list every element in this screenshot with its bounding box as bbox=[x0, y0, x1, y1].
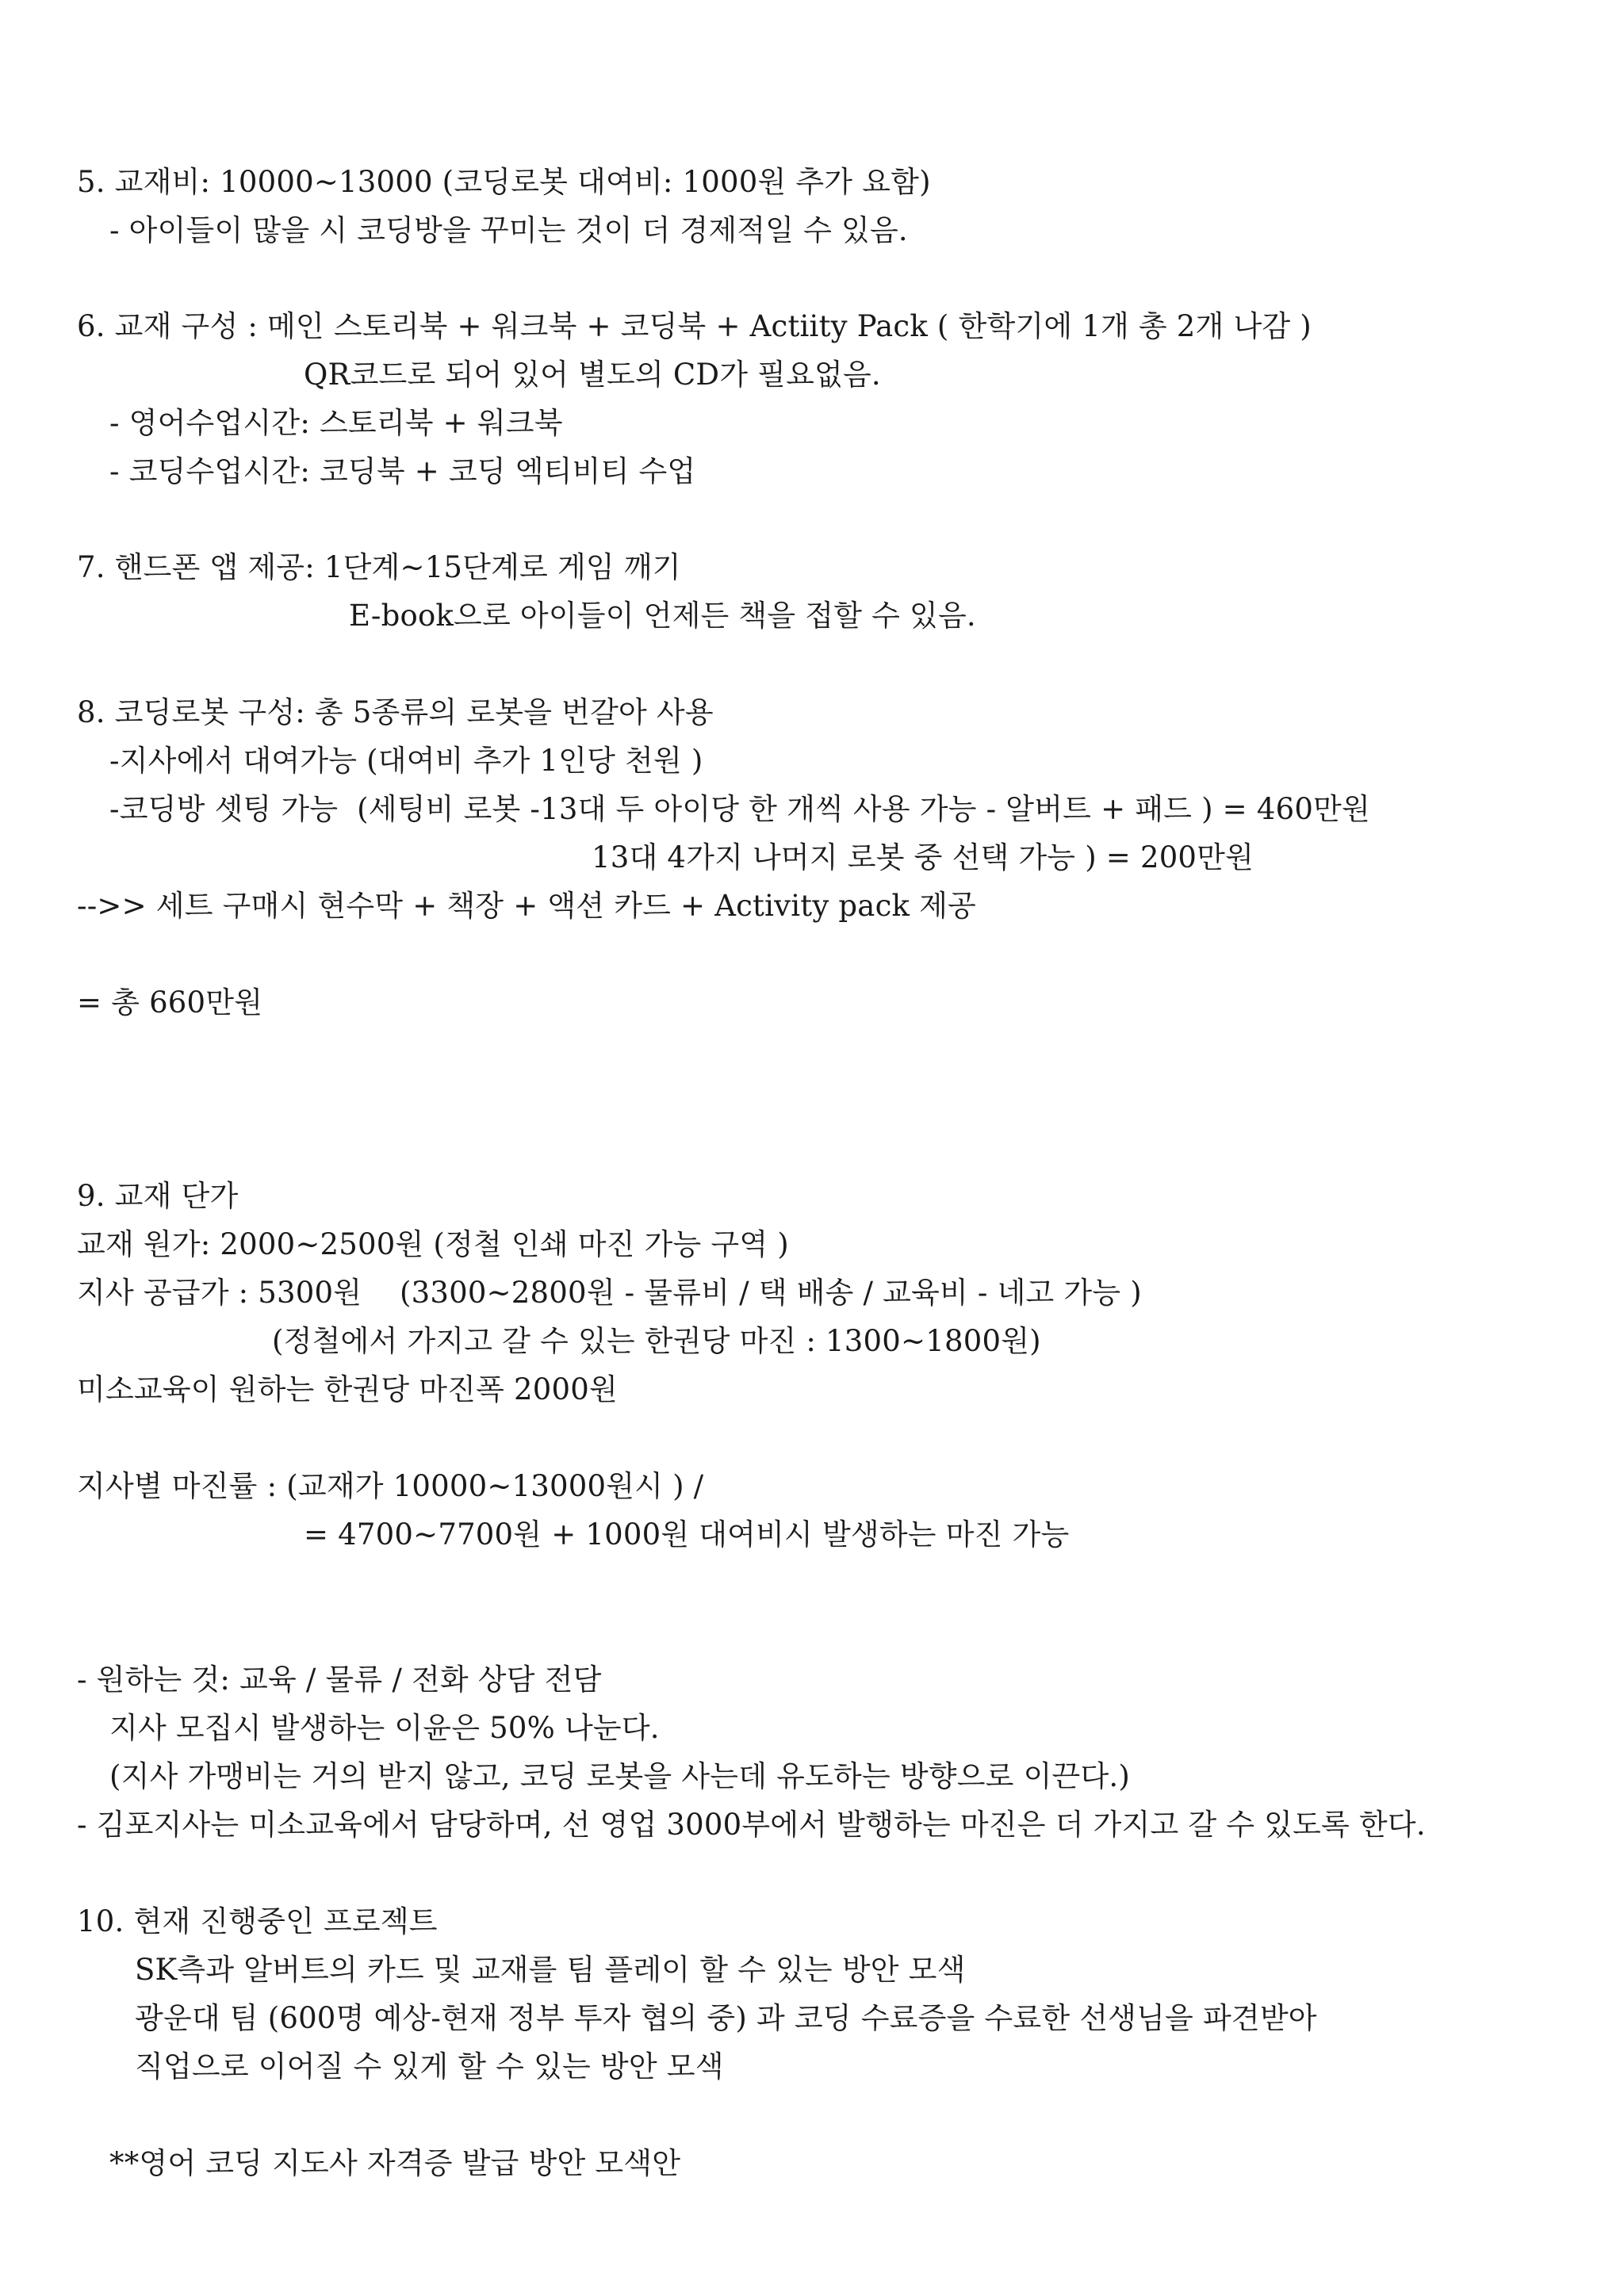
section-7-title: 7. 핸드폰 앱 제공: 1단계~15단계로 게임 깨기 bbox=[77, 550, 681, 584]
section-8-total: = 총 660만원 bbox=[77, 985, 263, 1020]
section-7-ebook-note: E-book으로 아이들이 언제든 책을 접할 수 있음. bbox=[349, 599, 976, 633]
section-5-title: 5. 교재비: 10000~13000 (코딩로봇 대여비: 1000원 추가 요함) bbox=[77, 165, 931, 199]
section-10-certificate-note: **영어 코딩 지도사 자격증 발급 방안 모색안 bbox=[109, 2146, 681, 2180]
section-8-setting: -코딩방 셋팅 가능 (세팅비 로봇 -13대 두 아이당 한 개씩 사용 가능 - 알버트 + 패드 ) = 460만원 bbox=[109, 792, 1370, 826]
section-6-coding-class: - 코딩수업시간: 코딩북 + 코딩 엑티비티 수업 bbox=[109, 454, 696, 488]
section-9-margin-miso: 미소교육이 원하는 한권당 마진폭 2000원 bbox=[77, 1372, 618, 1406]
section-8-setting-continued: 13대 4가지 나머지 로봇 중 선택 가능 ) = 200만원 bbox=[592, 840, 1254, 874]
section-9-supply-price: 지사 공급가 : 5300원 (3300~2800원 - 물류비 / 택 배송 / 교육비 - 네고 가능 ) bbox=[77, 1276, 1142, 1310]
wants-franchise-fee: (지사 가맹비는 거의 받지 않고, 코딩 로봇을 사는데 유도하는 방향으로 이끈다.) bbox=[109, 1759, 1131, 1793]
section-8-title: 8. 코딩로봇 구성: 총 5종류의 로봇을 번갈아 사용 bbox=[77, 695, 714, 729]
section-9-branch-rate: 지사별 마진률 : (교재가 10000~13000원시 ) / bbox=[77, 1469, 704, 1503]
wants-title: - 원하는 것: 교육 / 물류 / 전화 상담 전담 bbox=[77, 1663, 602, 1697]
section-8-rental: -지사에서 대여가능 (대여비 추가 1인당 천원 ) bbox=[109, 744, 703, 778]
section-8-set-offer: -->> 세트 구매시 현수막 + 책장 + 액션 카드 + Activity pack 제공 bbox=[77, 889, 976, 923]
section-6-title: 6. 교재 구성 : 메인 스토리북 + 워크북 + 코딩북 + Actiity Pack ( 한학기에 1개 총 2개 나감 ) bbox=[77, 309, 1312, 343]
section-10-sk-project: SK측과 알버트의 카드 및 교재를 팀 플레이 할 수 있는 방안 모색 bbox=[135, 1953, 966, 1987]
section-10-kwangwoon-project: 광운대 팀 (600명 예상-현재 정부 투자 협의 중) 과 코딩 수료증을 수료한 선생님을 파견받아 bbox=[135, 2001, 1317, 2035]
section-10-job-connection: 직업으로 이어질 수 있게 할 수 있는 방안 모색 bbox=[135, 2049, 724, 2084]
section-9-title: 9. 교재 단가 bbox=[77, 1179, 239, 1213]
wants-gimpo-branch: - 김포지사는 미소교육에서 담당하며, 선 영업 3000부에서 발행하는 마진은 더 가지고 갈 수 있도록 한다. bbox=[77, 1808, 1426, 1842]
section-6-english-class: - 영어수업시간: 스토리북 + 워크북 bbox=[109, 406, 563, 440]
wants-profit-share: 지사 모집시 발생하는 이윤은 50% 나눈다. bbox=[109, 1711, 660, 1745]
section-9-margin-jc: (정철에서 가지고 갈 수 있는 한권당 마진 : 1300~1800원) bbox=[272, 1324, 1041, 1358]
section-5-note: - 아이들이 많을 시 코딩방을 꾸미는 것이 더 경제적일 수 있음. bbox=[109, 213, 908, 247]
section-9-branch-value: = 4700~7700원 + 1000원 대여비시 발생하는 마진 가능 bbox=[304, 1517, 1070, 1552]
section-9-cost: 교재 원가: 2000~2500원 (정철 인쇄 마진 가능 구역 ) bbox=[77, 1227, 789, 1261]
section-10-title: 10. 현재 진행중인 프로젝트 bbox=[77, 1904, 438, 1938]
section-6-qr-note: QR코드로 되어 있어 별도의 CD가 필요없음. bbox=[304, 358, 881, 392]
